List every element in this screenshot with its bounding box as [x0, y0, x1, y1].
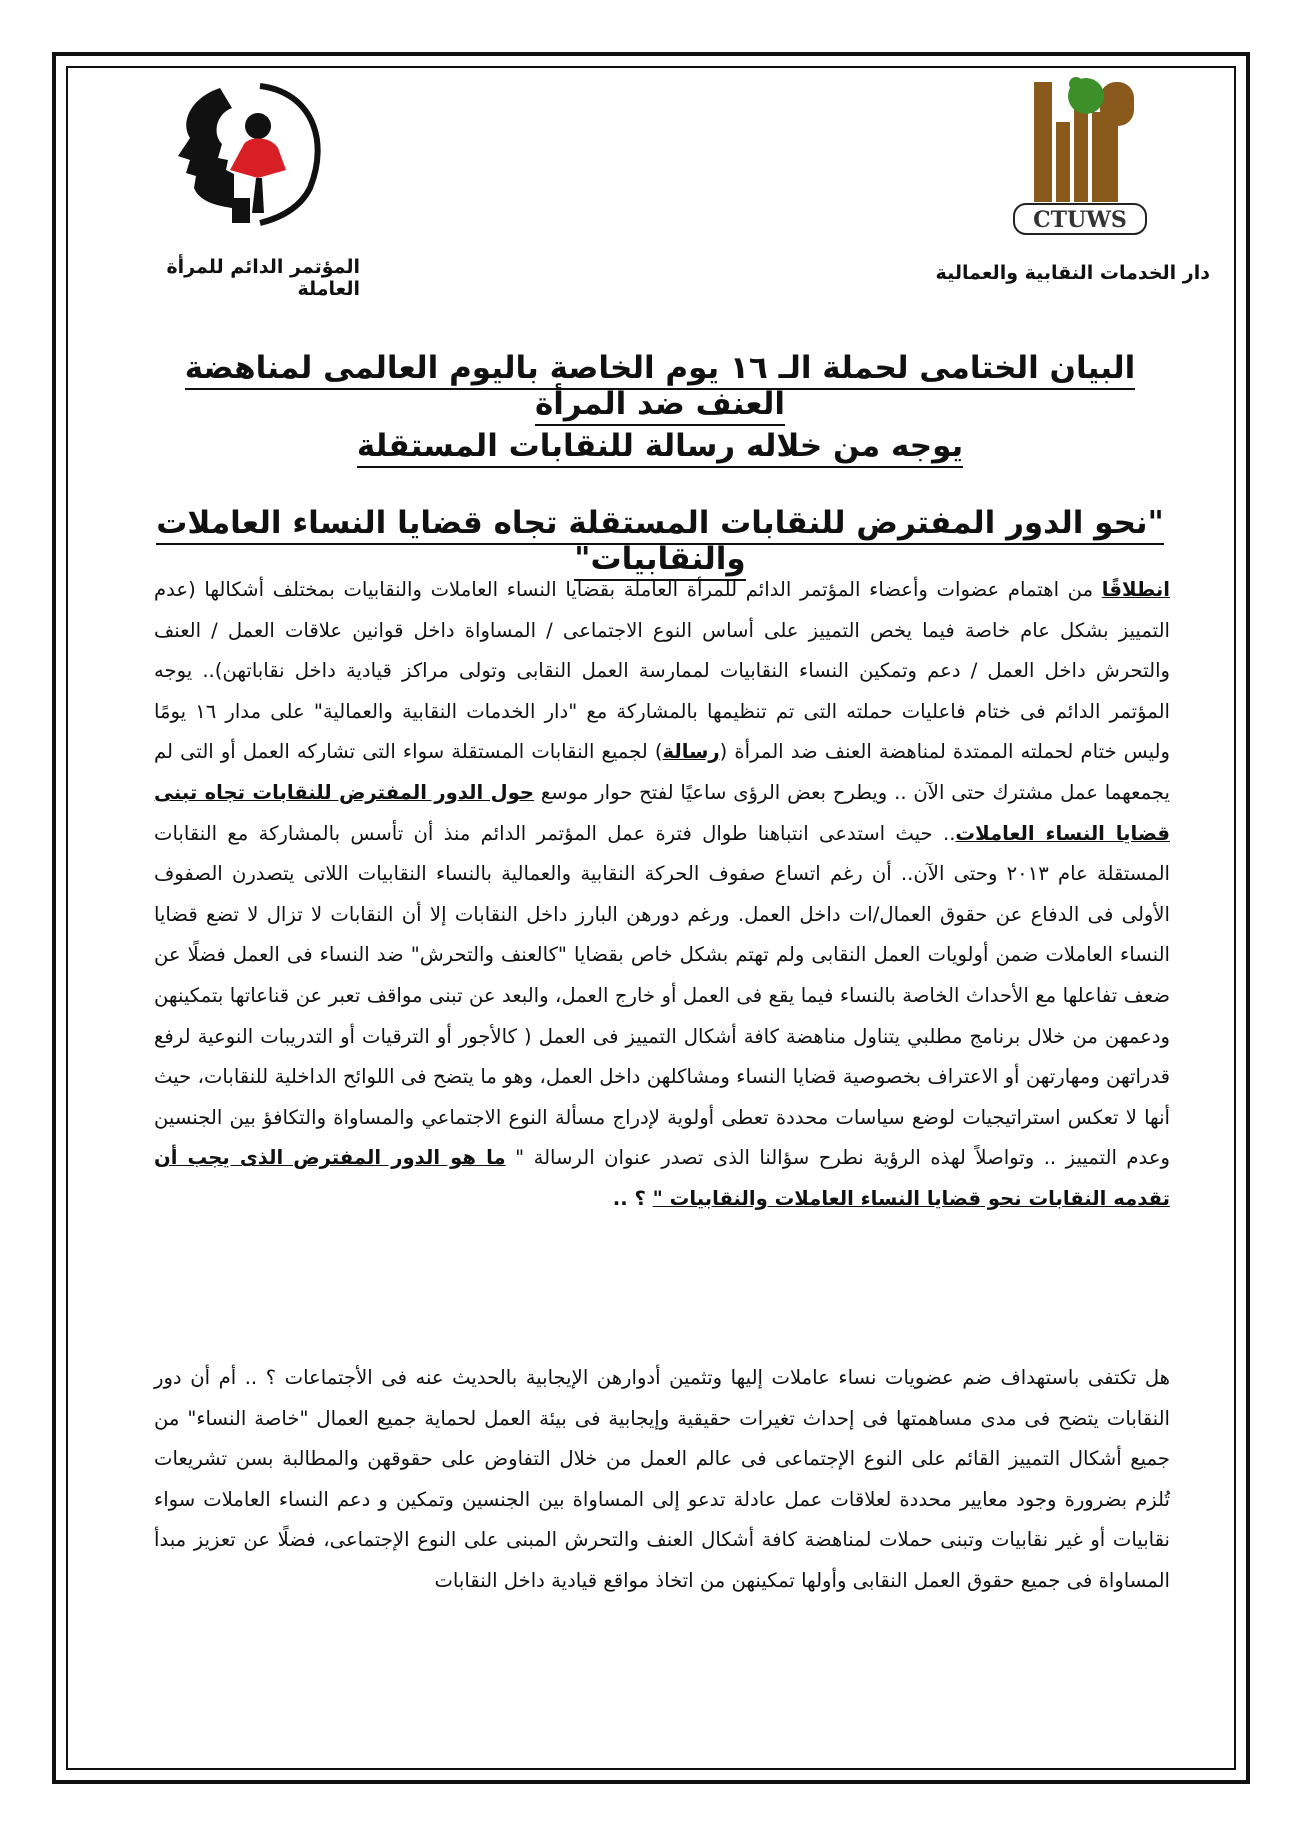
paragraph-1-text-a: من اهتمام عضوات وأعضاء المؤتمر الدائم للمرأة العاملة بقضايا النساء العاملات والنقابيات بمختلف أشكالها (عدم التمييز بشكل عام خاصة فيما يخص التمييز على أساس النوع الاجتماعى / المساواة داخل قوانين علاقات العمل / العنف والتحرش داخل العمل / دعم وتمكين النساء النقابيات لممارسة العمل النقابى وتولى مراكز قيادية داخل نقاباتهن).. يوجه المؤتمر الدائم فى ختام فاعليات حملته التى تم تنظيمها بالمشاركة مع "دار الخدمات النقابية والعمالية" على مدار ١٦ يومًا وليس ختام لحملته الممتدة لمناهضة العنف ضد المرأة (	[154, 578, 1170, 764]
paragraph-1-text-b: ) لجميع النقابات المستقلة سواء التى تشاركه العمل أو التى لم يجمعهما عمل مشترك حتى الآن .. ويطرح بعض الرؤى ساعيًا لفتح حوار موسع	[154, 740, 1170, 804]
ctuws-logo	[1000, 72, 1160, 242]
paragraph-2: هل تكتفى باستهداف ضم عضويات نساء عاملات إليها وتثمين أدوارهن الإيجابية بالحديث عنه فى الأجتماعات ؟ .. أم أن دور النقابات يتضح فى مدى مساهمتها فى إحداث تغيرات حقيقية وإيجابية فى بيئة العمل لحماية جميع العمال "خاصة النساء" من جميع أشكال التمييز القائم على النوع الإجتماعى فى عالم العمل من خلال التفاوض على حقوقهن والمطالبة بسن تشريعات تُلزم بضرورة وجود معايير محددة لعلاقات عمل عادلة تدعو إلى المساواة بين الجنسين وتمكين و دعم النساء العاملات سواء نقابيات أو غير نقابيات وتبنى حملات لمناهضة كافة أشكال العنف والتحرش المبنى على النوع الإجتماعى، فضلًا عن تعزيز مبدأ المساواة فى جميع حقوق العمل النقابى وأولها تمكينهن من اتخاذ مواقع قيادية داخل النقابات	[154, 1366, 1170, 1592]
title-line-2-text: يوجه من خلاله رسالة للنقابات المستقلة	[357, 428, 963, 468]
title-line-3-text: "نحو الدور المفترض للنقابات المستقلة تجاه قضايا النساء العاملات والنقابيات"	[156, 505, 1163, 581]
title-line-2	[150, 428, 1170, 464]
title-line-1	[150, 350, 1170, 422]
title-line-1-text: البيان الختامى لحملة الـ ١٦ يوم الخاصة باليوم العالمى لمناهضة العنف ضد المرأة	[185, 350, 1135, 426]
org-name-conference: المؤتمر الدائم للمرأة العاملة	[166, 256, 360, 300]
paragraph-1	[154, 570, 1170, 1220]
permanent-conference-logo	[160, 78, 330, 228]
org-name-ctuws: دار الخدمات النقابية والعمالية	[935, 262, 1210, 284]
ctuws-logo-text: CTUWS	[1033, 207, 1127, 233]
paragraph-1-risala: رسالة	[662, 740, 720, 764]
paragraph-1-question: ما هو الدور المفترض الذى يجب أن تقدمه النقابات نحو قضايا النساء العاملات والنقابيات "	[154, 1146, 1170, 1210]
paragraph-1-role: حول الدور المفترض للنقابات تجاه تبنى قضايا النساء العاملات	[154, 780, 1170, 845]
paragraph-1-text-d: ؟ ..	[612, 1186, 653, 1210]
title-line-3	[150, 505, 1170, 577]
paragraph-1-text-c: .. حيث استدعى انتباهنا طوال فترة عمل المؤتمر الدائم منذ أن تأسس بالمشاركة مع النقابات المستقلة عام ٢٠١٣ وحتى الآن.. أن رغم اتساع صفوف الحركة النقابية والعمالية بالنساء النقابيات اللاتى يتصدرن الصفوف الأولى فى الدفاع عن حقوق العمال/ات داخل العمل. ورغم دورهن البارز داخل النقابات إلا أن النقابات لا تزال لا تضع قضايا النساء العاملات ضمن أولويات العمل النقابى ولم تهتم بشكل خاص بقضايا "كالعنف والتحرش" ضد النساء فى العمل فضلًا عن ضعف تفاعلها مع الأحداث الخاصة بالنساء فيما يقع فى العمل أو خارج العمل، والبعد عن تبنى مواقف تعبر عن قناعاتها بتمكينهن ودعمهن من خلال برنامج مطلبي يتناول مناهضة كافة أشكال التمييز فى العمل ( كالأجور أو الترقيات أو التدريبات النوعية لرفع قدراتهن ومهارتهن أو الاعتراف بخصوصية قضايا النساء ومشاكلهن داخل العمل، وهو ما يتضح فى اللوائح الداخلية للنقابات، حيث أنها لا تعكس استراتيجيات لوضع سياسات محددة تعطى أولوية لإدراج مسألة النوع الاجتماعي والمساواة والتكافؤ بين الجنسين وعدم التمييز .. وتواصلاً لهذه الرؤية نطرح سؤالنا الذى تصدر عنوان الرسالة "	[154, 821, 1170, 1170]
paragraph-1-lead: انطلاقًا	[1101, 578, 1170, 601]
